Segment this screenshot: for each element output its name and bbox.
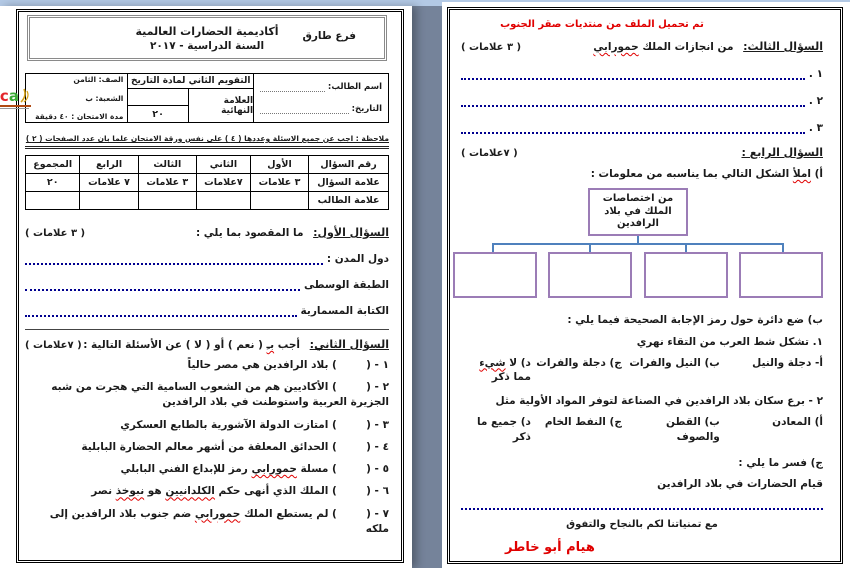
student-q2-cell — [196, 192, 250, 210]
question-number-header: رقم السؤال — [309, 156, 389, 174]
uca-logo — [0, 87, 31, 109]
item-text: الملك الذي أنهى حكم الكلدانيين هو نبوخذ نصر — [91, 485, 329, 498]
diagram-empty-box — [644, 252, 728, 298]
question4-title: السؤال الرابع : — [741, 146, 823, 159]
q1-item-label: الطبقة الوسطى — [304, 279, 389, 291]
item-text: الحدائق المعلقة من أشهر معالم الحضارة البابلية — [81, 440, 329, 453]
connector-line — [589, 245, 591, 252]
q1-item-label: الكتابة المسمارية — [300, 305, 389, 317]
connector-stubs — [492, 245, 784, 252]
table-row — [26, 174, 389, 192]
student-name-line — [260, 82, 382, 92]
header-total: المجموع — [26, 156, 80, 174]
q3-answer-line — [461, 122, 823, 134]
mcq-option-c: ج) النفط الخام — [544, 415, 622, 428]
final-mark-cell — [128, 89, 188, 122]
header-q4: الرابع — [80, 156, 138, 174]
q1-answer-blank — [25, 279, 300, 291]
mcq1-options — [461, 356, 823, 385]
date-blank — [260, 104, 349, 114]
diagram-root-box: من اختصاصات الملك في بلاد الرافدين — [588, 188, 688, 236]
mcq-option-b: ب) النيل والفرات — [629, 356, 720, 369]
mcq2-options — [461, 415, 823, 444]
q1-answer-line — [25, 305, 389, 317]
question2-heading — [25, 338, 389, 351]
q3-marks: ٣ علامات — [138, 174, 196, 192]
mcq-option-c: ج) دجلة والفرات — [536, 356, 622, 369]
question3-prompt: من انجازات الملك حمورابي — [593, 41, 734, 53]
closing-wishes: مع تمنياتنا لكم بالنجاح والتفوق — [566, 519, 718, 531]
q4-part-c: ج) فسر ما يلي : — [738, 457, 823, 470]
exam-info-table — [0, 73, 389, 123]
question1-heading — [25, 226, 389, 239]
q3-answer-blank — [461, 95, 805, 107]
mcq-option-d: د) جميع ما ذكر — [476, 415, 531, 443]
grade-label: الصف: الثامن — [73, 75, 124, 84]
item-number-bracket: ٤ - ( ) — [328, 440, 389, 453]
diagram-empty-box — [453, 252, 537, 298]
q1-answer-blank — [25, 305, 297, 317]
mcq-option-b: ب) القطن والصوف — [666, 415, 720, 443]
marks-summary-table — [25, 155, 389, 210]
true-false-item — [25, 507, 389, 537]
student-total-cell — [26, 192, 80, 210]
q1-answer-line — [25, 253, 389, 265]
item-number-bracket: ٢ - ( ) — [328, 381, 389, 394]
connector-line — [637, 236, 639, 243]
exam-note: ملاحظة : اجب عن جميع الاسئلة وعددها ( ٤ ) على نفس ورقة الامتحان علما بان عدد الصفحات ( ٢ ) — [25, 134, 389, 143]
student-mark-label: علامة الطالب — [309, 192, 389, 210]
item-text: الأكاديين هم من الشعوب السامية التي هجرت من شبه الجزيرة العربية واستوطنت في بلاد الرافدين — [51, 381, 389, 409]
connector-line — [685, 245, 687, 252]
table-row — [26, 192, 389, 210]
item-number-bracket: ٦ - ( ) — [328, 485, 389, 498]
q1-answer-line — [25, 279, 389, 291]
connector-line — [782, 245, 784, 252]
line-number: ٣ . — [808, 122, 823, 134]
question4-marks: ( ٧علامات ) — [461, 148, 518, 159]
student-info-cell — [254, 74, 388, 122]
branch-name: فرع طارق — [302, 30, 356, 42]
final-mark-blank — [128, 89, 187, 106]
q4-part-b: ب) ضع دائرة حول رمز الإجابة الصحيحة فيما يلي : — [567, 313, 823, 326]
exam-title: التقويم الثاني لمادة التاريخ — [128, 74, 253, 89]
logo-letter-c: c — [0, 87, 9, 105]
answer-blank-line — [461, 508, 823, 510]
q1-marks: ٣ علامات — [250, 174, 308, 192]
question1-marks: ( ٣ علامات ) — [25, 228, 86, 239]
final-mark-total: ٢٠ — [152, 108, 164, 120]
item-text: مسلة حمورابي رمز للإبداع الفني البابلي — [120, 463, 329, 476]
line-number: ١ . — [808, 68, 823, 80]
diagram-answer-boxes — [453, 252, 823, 298]
item-number-bracket: ٧ - ( ) — [328, 507, 389, 520]
q4-part-c-item: قيام الحضارات في بلاد الرافدين — [657, 478, 823, 491]
teacher-signature: هيام أبو خاطر — [505, 540, 595, 556]
duration-label: مدة الامتحان : ٤٠ دقيقة — [35, 112, 124, 121]
student-name-blank — [260, 82, 325, 92]
question3-marks: ( ٣ علامات ) — [461, 42, 522, 53]
item-number-bracket: ٣ - ( ) — [328, 418, 389, 431]
true-false-item — [25, 440, 389, 455]
diagram-empty-box — [739, 252, 823, 298]
wheat-icon — [19, 87, 29, 103]
forum-watermark: تم تحميل الملف من منتديات صقر الجنوب — [500, 19, 704, 30]
date-label: التاريخ: — [351, 104, 382, 114]
date-line — [260, 104, 382, 114]
table-row — [26, 156, 389, 174]
question2-marks: ( ٧علامات ) — [25, 340, 82, 351]
mcq-option-a: أ) المعادن — [772, 415, 823, 428]
mcq1-question: ١. تشكل شط العرب من التقاء نهري — [636, 335, 823, 348]
header-q2: الثاني — [196, 156, 250, 174]
q3-answer-blank — [461, 122, 805, 134]
connector-line — [492, 245, 494, 252]
true-false-item — [25, 418, 389, 433]
q1-answer-blank — [25, 253, 323, 265]
student-q4-cell — [80, 192, 138, 210]
class-info-cell — [0, 74, 127, 122]
item-number-bracket: ٥ - ( ) — [328, 463, 389, 476]
logo-caption-bar — [0, 105, 31, 107]
student-q3-cell — [138, 192, 196, 210]
mcq2-question: ٢ - برع سكان بلاد الرافدين في الصناعة لتوفر المواد الأولية مثل — [495, 394, 823, 407]
student-name-label: اسم الطالب: — [327, 82, 382, 92]
logo-letter-a: a — [8, 87, 19, 105]
header-q1: الأول — [250, 156, 308, 174]
item-text: لم يستطع الملك حمورابي ضم جنوب بلاد الرافدين إلى ملكه — [49, 507, 389, 535]
diagram-empty-box — [548, 252, 632, 298]
academic-year: السنة الدراسية - ٢٠١٧ — [149, 39, 265, 52]
question-mark-label: علامة السؤال — [309, 174, 389, 192]
section-divider — [25, 329, 389, 330]
q2-marks: ٧علامات — [196, 174, 250, 192]
mcq-option-a: أ- دجلة والنيل — [752, 356, 823, 369]
final-mark-label: العلامة النهائية — [221, 95, 254, 116]
exam-title-cell — [127, 74, 254, 122]
question4-heading — [461, 146, 823, 159]
total-marks: ٢٠ — [26, 174, 80, 192]
header-q3: الثالث — [138, 156, 196, 174]
true-false-item — [25, 462, 389, 477]
separator-double-line — [25, 146, 389, 149]
q3-answer-line — [461, 68, 823, 80]
logo-caption-bar2 — [0, 108, 29, 109]
true-false-item — [25, 358, 389, 373]
exam-page-2 — [442, 2, 850, 568]
q1-item-label: دول المدن : — [326, 253, 389, 265]
question3-heading — [461, 40, 823, 53]
q3-answer-line — [461, 95, 823, 107]
king-duties-diagram — [453, 188, 823, 298]
q4-marks: ٧ علامات — [80, 174, 138, 192]
true-false-item — [25, 380, 389, 410]
item-text: بلاد الرافدين هي مصر حالياً — [187, 359, 329, 371]
academy-name: أكاديمية الحضارات العالمية — [135, 24, 279, 38]
exam-page-1 — [0, 6, 412, 568]
question2-prompt: أجب بـِ ( نعم ) أو ( لا ) عن الأسئلة التالية : — [83, 339, 301, 351]
section-label: الشعبة: ب — [85, 93, 124, 103]
q4-part-a: أ) املأ الشكل التالي بما يناسبه من معلومات : — [590, 168, 823, 180]
question1-prompt: ما المقصود بما يلي : — [195, 227, 304, 239]
q3-answer-blank — [461, 68, 805, 80]
student-q1-cell — [250, 192, 308, 210]
question1-title: السؤال الأول: — [313, 226, 389, 239]
school-header-box — [27, 15, 387, 61]
true-false-item — [25, 484, 389, 499]
mcq-option-d: د) لا شيء مما ذكر — [479, 356, 531, 384]
line-number: ٢ . — [808, 95, 823, 107]
item-text: امتازت الدولة الآشورية بالطابع العسكري — [120, 418, 329, 431]
question2-title: السؤال الثاني: — [309, 338, 389, 351]
item-number-bracket: ١ - ( ) — [328, 359, 389, 371]
question3-title: السؤال الثالث: — [743, 40, 823, 53]
